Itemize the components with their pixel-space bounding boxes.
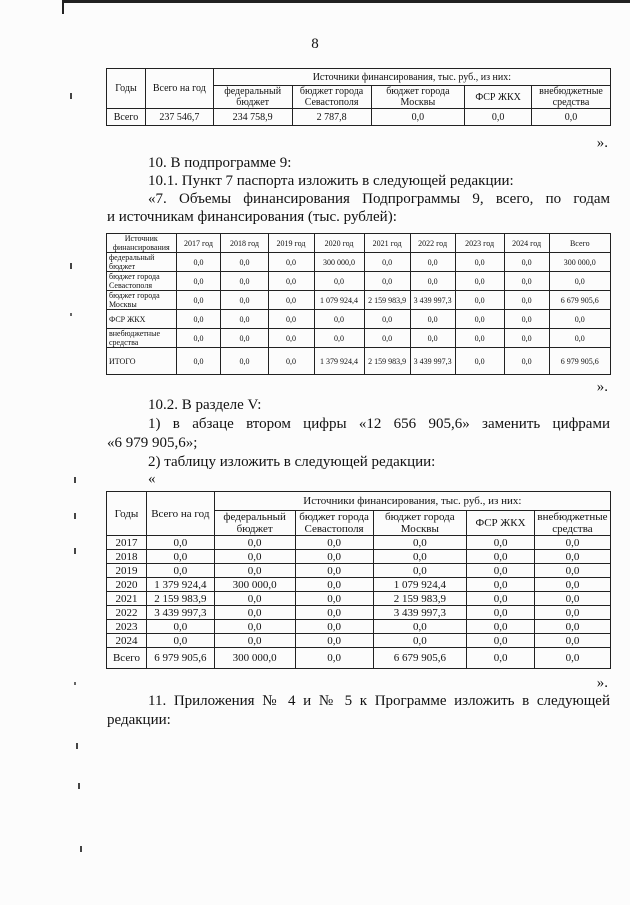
table-header-cell: Всего [549,234,610,253]
table-cell: 0,0 [534,620,610,634]
table-cell: 0,0 [410,253,455,272]
paragraph-item-1-line1: 1) в абзаце втором цифры «12 656 905,6» заменить цифрами [148,416,610,432]
table-cell: 0,0 [467,620,535,634]
table-cell: 0,0 [410,272,455,291]
table-row [107,329,611,348]
paragraph-10: 10. В подпрограмме 9: [148,155,292,171]
table-cell: 6 679 905,6 [373,648,467,669]
table-cell: 0,0 [455,291,504,310]
table-cell: 0,0 [176,253,221,272]
table-cell: 234 758,9 [213,109,292,126]
margin-mark [74,513,76,519]
table-cell: 0,0 [534,648,610,669]
margin-mark [70,93,72,99]
table-cell: 0,0 [467,564,535,578]
table-cell: 0,0 [295,592,373,606]
table-header-cell: 2023 год [455,234,504,253]
table-cell: 0,0 [504,329,549,348]
table-cell: Всего [107,109,146,126]
table-cell: 0,0 [549,329,610,348]
table-row [107,253,611,272]
table-cell: 0,0 [534,592,610,606]
table-cell: ФСР ЖКХ [107,310,177,329]
table-cell: 0,0 [221,348,268,375]
table-cell: 0,0 [504,253,549,272]
table-cell: 2 159 983,9 [364,291,410,310]
paragraph-7-line2: и источникам финансирования (тыс. рублей): [107,209,397,225]
table-cell: 0,0 [214,620,295,634]
table-header-cell: 2019 год [268,234,314,253]
table-cell: 0,0 [465,109,532,126]
table-cell: 0,0 [268,310,314,329]
table-cell: внебюджетные средства [107,329,177,348]
table-cell: 0,0 [214,564,295,578]
funding-by-year-table [106,233,611,375]
header-total: Всего на год [146,492,214,536]
table-row [107,109,611,126]
table-cell: 0,0 [221,253,268,272]
closing-quote: ». [596,379,608,395]
header-sources: Источники финансирования, тыс. руб., из них: [214,492,610,511]
table-cell: федеральный бюджет [107,253,177,272]
table-cell: 0,0 [364,329,410,348]
header-federal: федеральный бюджет [213,86,292,109]
table-cell: 0,0 [221,291,268,310]
table-cell: 6 979 905,6 [146,648,214,669]
table-cell: 0,0 [532,109,611,126]
table-cell: 0,0 [295,620,373,634]
table-cell: 2022 [107,606,147,620]
table-cell: 1 079 924,4 [314,291,364,310]
table-cell: 1 379 924,4 [146,578,214,592]
margin-mark [74,682,76,685]
table-cell: 2021 [107,592,147,606]
table-cell: 0,0 [467,578,535,592]
closing-quote: ». [596,675,608,691]
header-moscow: бюджет города Москвы [373,511,467,536]
table-cell: ИТОГО [107,348,177,375]
funding-sources-by-year-table [106,491,611,669]
table-cell: 0,0 [214,550,295,564]
margin-mark [70,263,72,269]
margin-mark [70,313,72,316]
table-cell: 2023 [107,620,147,634]
table-cell: 2017 [107,536,147,550]
table-header-cell: 2018 год [221,234,268,253]
table-row [107,564,611,578]
table-cell: 0,0 [373,620,467,634]
top-border-line [62,0,630,3]
table-cell: 0,0 [371,109,465,126]
header-years: Годы [107,492,147,536]
paragraph-11-line1: 11. Приложения № 4 и № 5 к Программе изложить в следующей [148,693,610,709]
table-cell: 0,0 [314,329,364,348]
table-header-row [107,234,611,253]
table-cell: 0,0 [373,564,467,578]
table-row [107,634,611,648]
table-cell: 0,0 [295,648,373,669]
table-cell: 0,0 [314,272,364,291]
table-cell: 1 379 924,4 [314,348,364,375]
margin-mark [76,743,78,749]
closing-quote: ». [596,135,608,151]
table-cell: 0,0 [176,272,221,291]
table-cell: 0,0 [504,272,549,291]
table-cell: 0,0 [534,606,610,620]
table-cell: 2 159 983,9 [364,348,410,375]
table-row [107,291,611,310]
paragraph-7-line1: «7. Объемы финансирования Подпрограммы 9, всего, по годам [148,191,610,207]
table-cell: 0,0 [549,272,610,291]
funding-summary-table [106,68,611,126]
left-border-line [62,0,64,14]
header-sources: Источники финансирования, тыс. руб., из них: [213,69,610,86]
table-cell: 0,0 [467,606,535,620]
header-sevastopol: бюджет города Севастополя [292,86,371,109]
table-cell: 0,0 [295,550,373,564]
table-header-cell: 2021 год [364,234,410,253]
table-cell: 0,0 [373,550,467,564]
table-cell: 0,0 [214,606,295,620]
table-cell: 0,0 [410,310,455,329]
table-cell: 300 000,0 [214,578,295,592]
table-header-cell: 2022 год [410,234,455,253]
table-cell: 0,0 [467,550,535,564]
table-cell: 0,0 [534,564,610,578]
table-row [107,310,611,329]
table-cell: 0,0 [146,634,214,648]
table-cell: 0,0 [534,634,610,648]
table-cell: 0,0 [146,536,214,550]
table-cell: 0,0 [467,634,535,648]
table-cell: 0,0 [534,578,610,592]
table-cell: Всего [107,648,147,669]
header-extrabudget: внебюджетные средства [532,86,611,109]
table-row [107,272,611,291]
table-cell: 0,0 [314,310,364,329]
margin-mark [80,846,82,852]
paragraph-11-line2: редакции: [107,712,171,728]
header-fsr: ФСР ЖКХ [465,86,532,109]
table-cell: 3 439 997,3 [410,291,455,310]
table-cell: 0,0 [455,253,504,272]
margin-mark [74,477,76,483]
table-cell: 0,0 [176,329,221,348]
table-cell: 0,0 [455,348,504,375]
table-cell: 3 439 997,3 [146,606,214,620]
table-header-cell: Источник финансирования [107,234,177,253]
paragraph-item-1-line2: «6 979 905,6»; [107,435,198,451]
table-cell: 0,0 [146,550,214,564]
table-cell: 0,0 [504,310,549,329]
table-cell: 1 079 924,4 [373,578,467,592]
table-cell: 0,0 [364,310,410,329]
page-number: 8 [311,36,319,52]
header-moscow: бюджет города Москвы [371,86,465,109]
table-cell: 0,0 [504,348,549,375]
table-cell: 0,0 [295,606,373,620]
header-total: Всего на год [145,69,213,109]
margin-mark [78,783,80,789]
margin-mark [74,548,76,554]
table-cell: 0,0 [268,272,314,291]
table-cell: 2 787,8 [292,109,371,126]
table-cell: 2 159 983,9 [373,592,467,606]
table-cell: 6 979 905,6 [549,348,610,375]
table-cell: 0,0 [295,564,373,578]
table-cell: 0,0 [467,536,535,550]
table-cell: 0,0 [221,272,268,291]
table-cell: 0,0 [504,291,549,310]
table-row [107,620,611,634]
table-cell: 2020 [107,578,147,592]
paragraph-item-2: 2) таблицу изложить в следующей редакции: [148,454,436,470]
table-cell: 0,0 [364,253,410,272]
table-cell: 0,0 [176,348,221,375]
opening-quote: « [148,471,156,487]
table-cell: 0,0 [467,648,535,669]
table-cell: 0,0 [534,536,610,550]
table-cell: 300 000,0 [214,648,295,669]
table-cell: 0,0 [146,620,214,634]
table-cell: 0,0 [268,253,314,272]
table-cell: 0,0 [268,291,314,310]
table-cell: 2018 [107,550,147,564]
table-cell: 0,0 [534,550,610,564]
table-cell: 0,0 [373,634,467,648]
table-cell: 0,0 [176,291,221,310]
table-cell: 0,0 [146,564,214,578]
table-row [107,648,611,669]
table-cell: 2024 [107,634,147,648]
table-cell: 0,0 [268,329,314,348]
table-cell: 0,0 [214,592,295,606]
table-cell: 0,0 [455,329,504,348]
table-cell: бюджет города Севастополя [107,272,177,291]
table-cell: 0,0 [549,310,610,329]
table-cell: бюджет города Москвы [107,291,177,310]
header-fsr: ФСР ЖКХ [467,511,535,536]
table-cell: 0,0 [364,272,410,291]
table-row [107,592,611,606]
table-header-cell: 2017 год [176,234,221,253]
table-row [107,578,611,592]
table-cell: 0,0 [410,329,455,348]
header-years: Годы [107,69,146,109]
table-row [107,550,611,564]
table-cell: 0,0 [214,536,295,550]
table-cell: 0,0 [295,634,373,648]
table-cell: 0,0 [295,536,373,550]
table-header-cell: 2024 год [504,234,549,253]
table-cell: 0,0 [455,272,504,291]
table-row [107,536,611,550]
table-cell: 6 679 905,6 [549,291,610,310]
table-cell: 0,0 [176,310,221,329]
table-cell: 0,0 [467,592,535,606]
table-cell: 237 546,7 [145,109,213,126]
table-cell: 0,0 [221,310,268,329]
table-cell: 3 439 997,3 [373,606,467,620]
paragraph-10-2: 10.2. В разделе V: [148,397,262,413]
table-row [107,606,611,620]
header-extrabudget: внебюджетные средства [534,511,610,536]
table-cell: 0,0 [373,536,467,550]
table-header-cell: 2020 год [314,234,364,253]
table-cell: 0,0 [295,578,373,592]
header-sevastopol: бюджет города Севастополя [295,511,373,536]
paragraph-10-1: 10.1. Пункт 7 паспорта изложить в следующей редакции: [148,173,514,189]
table-cell: 300 000,0 [314,253,364,272]
table-cell: 300 000,0 [549,253,610,272]
table-cell: 0,0 [221,329,268,348]
table-cell: 2019 [107,564,147,578]
table-cell: 0,0 [455,310,504,329]
table-row [107,348,611,375]
table-cell: 0,0 [214,634,295,648]
table-cell: 2 159 983,9 [146,592,214,606]
table-cell: 3 439 997,3 [410,348,455,375]
header-federal: федеральный бюджет [214,511,295,536]
table-cell: 0,0 [268,348,314,375]
